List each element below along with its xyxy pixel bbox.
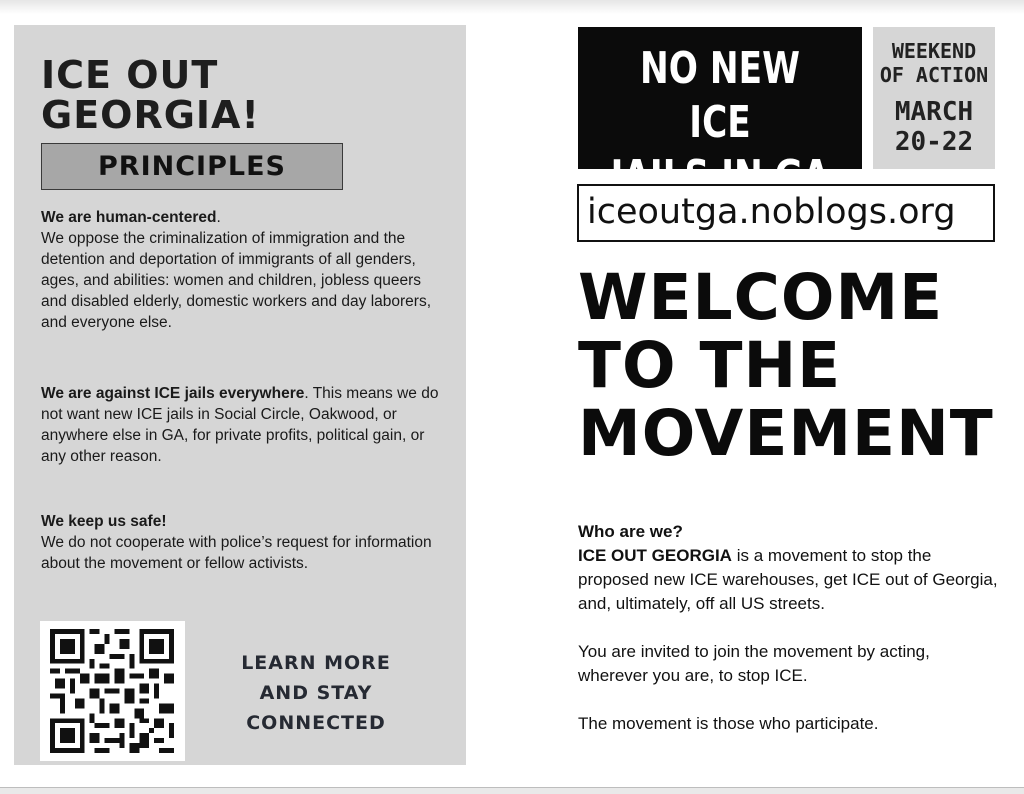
who-name: ICE OUT GEORGIA: [578, 546, 732, 565]
weekend-line4: 20-22: [894, 127, 974, 157]
welcome-line3: MOVEMENT: [578, 397, 994, 470]
qr-code-icon: [48, 629, 176, 753]
principles-panel: [14, 25, 466, 765]
welcome-line1: WELCOME: [578, 261, 944, 334]
headline-box: [578, 27, 862, 202]
principle-heading-suffix: . This means we do not want new ICE jails in Social Circle, Oakwood, or anywhere else in GA, for private profits, political gain, or any other reason.: [41, 385, 439, 465]
weekend-line1: WEEKEND: [891, 39, 977, 63]
principle-human-centered: [41, 207, 451, 333]
learn-line3: CONNECTED: [246, 712, 386, 734]
headline-line2: JAILS IN GA: [610, 151, 830, 202]
principle-body: We do not cooperate with police’s request for information about the movement or fellow activists.: [41, 534, 432, 572]
weekend-line3: MARCH: [894, 97, 974, 127]
left-title-line1: ICE OUT: [41, 53, 219, 97]
principle-heading-suffix: .: [216, 209, 221, 226]
learn-more-text: [218, 648, 414, 738]
principle-heading: We are human-centered: [41, 209, 217, 226]
left-title-line2: GEORGIA!: [41, 93, 260, 137]
who-are-we-section: [578, 520, 998, 736]
principle-against-ice-jails: [41, 383, 451, 467]
left-title: [41, 55, 260, 135]
who-heading: Who are we?: [578, 522, 683, 541]
closing-paragraph: The movement is those who participate.: [578, 714, 879, 733]
principle-keep-us-safe: [41, 511, 451, 574]
principles-label: PRINCIPLES: [41, 143, 343, 190]
principle-heading: We are against ICE jails everywhere: [41, 385, 305, 402]
who-paragraph: [578, 544, 998, 616]
page-top-shade: [0, 0, 1024, 14]
principle-heading: We keep us safe!: [41, 513, 167, 530]
headline-line1: NO NEW ICE: [640, 43, 800, 148]
weekend-of-action-box: [873, 27, 995, 169]
learn-line1: LEARN MORE: [241, 652, 391, 674]
who-body: is a movement to stop the proposed new ICE warehouses, get ICE out of Georgia, and, ultimately, off all US streets.: [578, 546, 998, 613]
weekend-line2: OF ACTION: [879, 63, 989, 87]
qr-code[interactable]: [40, 621, 185, 761]
welcome-heading: [578, 261, 994, 470]
website-url[interactable]: iceoutga.noblogs.org: [577, 184, 995, 242]
principle-body: We oppose the criminalization of immigration and the detention and deportation of immigrants of all genders, ages, and abilities: women and children, jobless queers and disabled elderly, domestic workers and day laborers, and everyone else.: [41, 230, 431, 331]
invite-paragraph: You are invited to join the movement by acting, wherever you are, to stop ICE.: [578, 642, 930, 685]
welcome-line2: TO THE: [578, 329, 842, 402]
learn-line2: AND STAY: [259, 682, 373, 704]
